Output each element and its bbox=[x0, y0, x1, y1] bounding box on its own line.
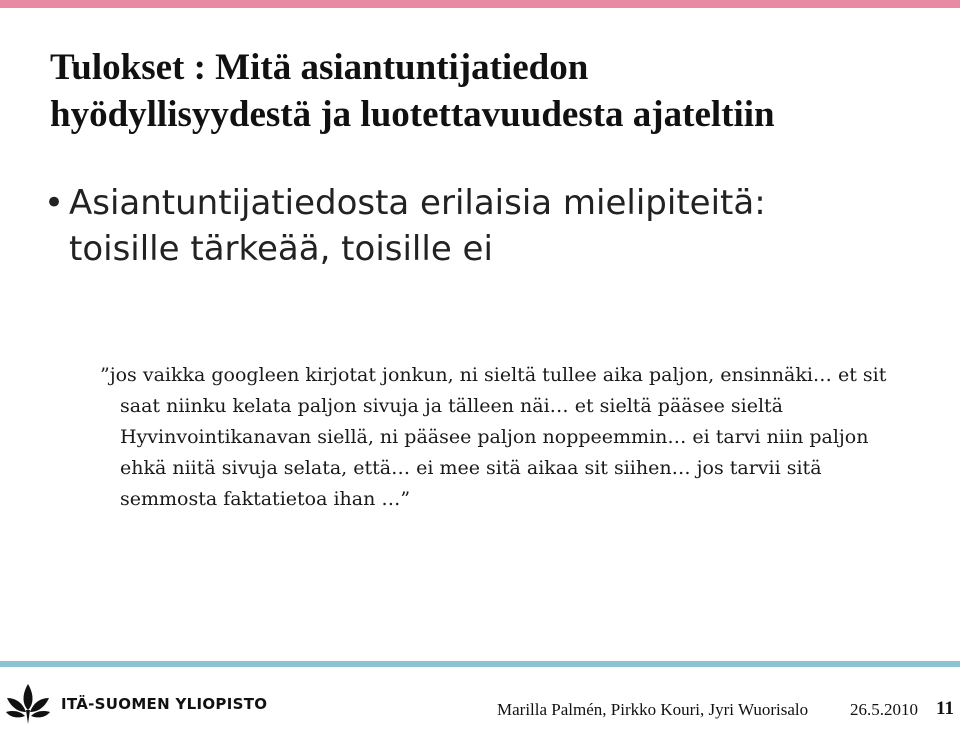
bullet-text bbox=[69, 180, 919, 272]
page-number: 11 bbox=[936, 698, 954, 719]
slide-title bbox=[50, 44, 930, 138]
footer-authors: Marilla Palmén, Pirkko Kouri, Jyri Wuorisalo bbox=[497, 700, 809, 719]
slide-title-line-2: hyödyllisyydestä ja luotettavuudesta ajateltiin bbox=[50, 94, 775, 135]
footer-date: 26.5.2010 bbox=[850, 700, 918, 719]
bullet-line-1: Asiantuntijatiedosta erilaisia mielipiteitä: bbox=[69, 183, 766, 223]
top-accent-bar bbox=[0, 0, 960, 8]
logo-text: ITÄ-SUOMEN YLIOPISTO bbox=[61, 695, 268, 713]
slide-title-line-1: Tulokset : Mitä asiantuntijatiedon bbox=[50, 47, 589, 88]
bullet-dot: • bbox=[44, 183, 65, 223]
leaf-emblem-icon bbox=[5, 680, 51, 726]
bullet-line-2: toisille tärkeää, toisille ei bbox=[69, 229, 493, 269]
university-logo bbox=[5, 680, 268, 726]
interview-quote: ”jos vaikka googleen kirjotat jonkun, ni sieltä tullee aika paljon, ensinnäki… et sit saat niinku kelata paljon sivuja ja tälleen näi… et sieltä pääsee sieltä Hyvinvointikanavan siellä, ni pääsee paljon noppeemmin… ei tarvi niin paljon ehkä niitä sivuja selata, että… ei mee sitä aikaa sit siihen… jos tarvii sitä semmosta faktatietoa ihan …” bbox=[100, 364, 887, 510]
bottom-accent-bar bbox=[0, 661, 960, 667]
